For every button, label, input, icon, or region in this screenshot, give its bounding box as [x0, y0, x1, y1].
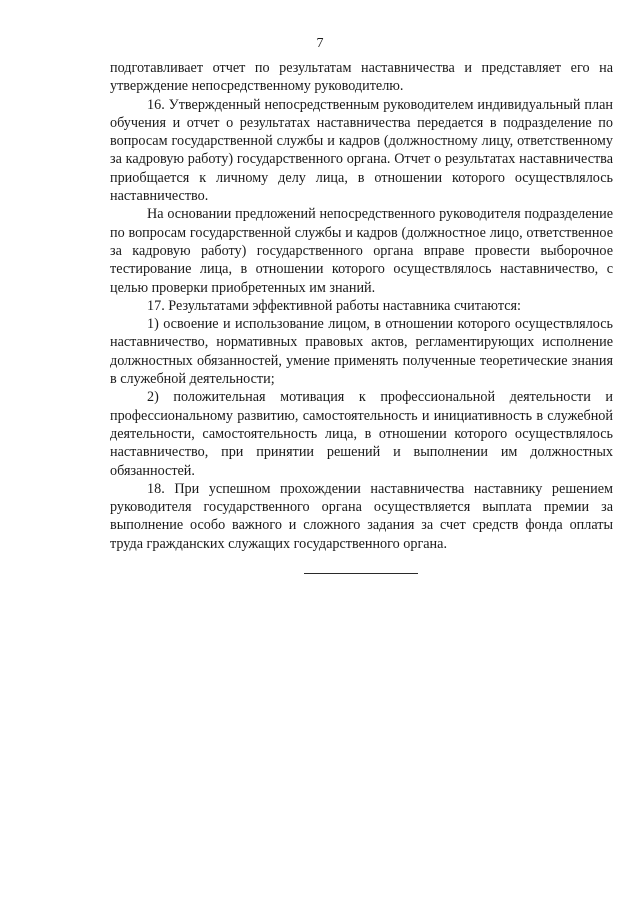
paragraph-17-item-1: 1) освоение и использование лицом, в отношении которого осуществлялось наставничество, нормативных правовых актов, регламентирующих исполнение должностных обязанностей, умение применять полученные теоретические знания в служебной деятельности;	[110, 316, 613, 388]
paragraph-16: 16. Утвержденный непосредственным руководителем индивидуальный план обучения и отчет о результатах наставничества передается в подразделение по вопросам государственной службы и кадров (должностному лицу, ответственному за кадровую работу) государственного органа. Отчет о результатах наставничества приобщается к личному делу лица, в отношении которого осуществлялось наставничество.	[110, 96, 613, 205]
paragraph-continuation: подготавливает отчет по результатам наставничества и представляет его на утверждение непосредственному руководителю.	[110, 60, 613, 95]
page-number: 7	[316, 36, 324, 51]
document-body	[110, 59, 613, 553]
end-of-document-rule	[304, 573, 418, 574]
paragraph-16-testing: На основании предложений непосредственного руководителя подразделение по вопросам государственной службы и кадров (должностное лицо, ответственное за кадровую работу) государственного органа вправе провести выборочное тестирование лица, в отношении которого осуществлялось наставничество, с целью проверки приобретенных им знаний.	[110, 206, 613, 296]
paragraph-17-item-2: 2) положительная мотивация к профессиональной деятельности и профессиональному развитию, самостоятельность и инициативность в служебной деятельности, самостоятельность лица, в отношении которого осуществлялось наставничество, при принятии решений и выполнении им должностных обязанностей.	[110, 389, 613, 479]
paragraph-17: 17. Результатами эффективной работы наставника считаются:	[147, 297, 521, 314]
paragraph-18: 18. При успешном прохождении наставничества наставнику решением руководителя государственного органа осуществляется выплата премии за выполнение особо важного и сложного задания за счет средств фонда оплаты труда гражданских служащих государственного органа.	[110, 480, 613, 552]
